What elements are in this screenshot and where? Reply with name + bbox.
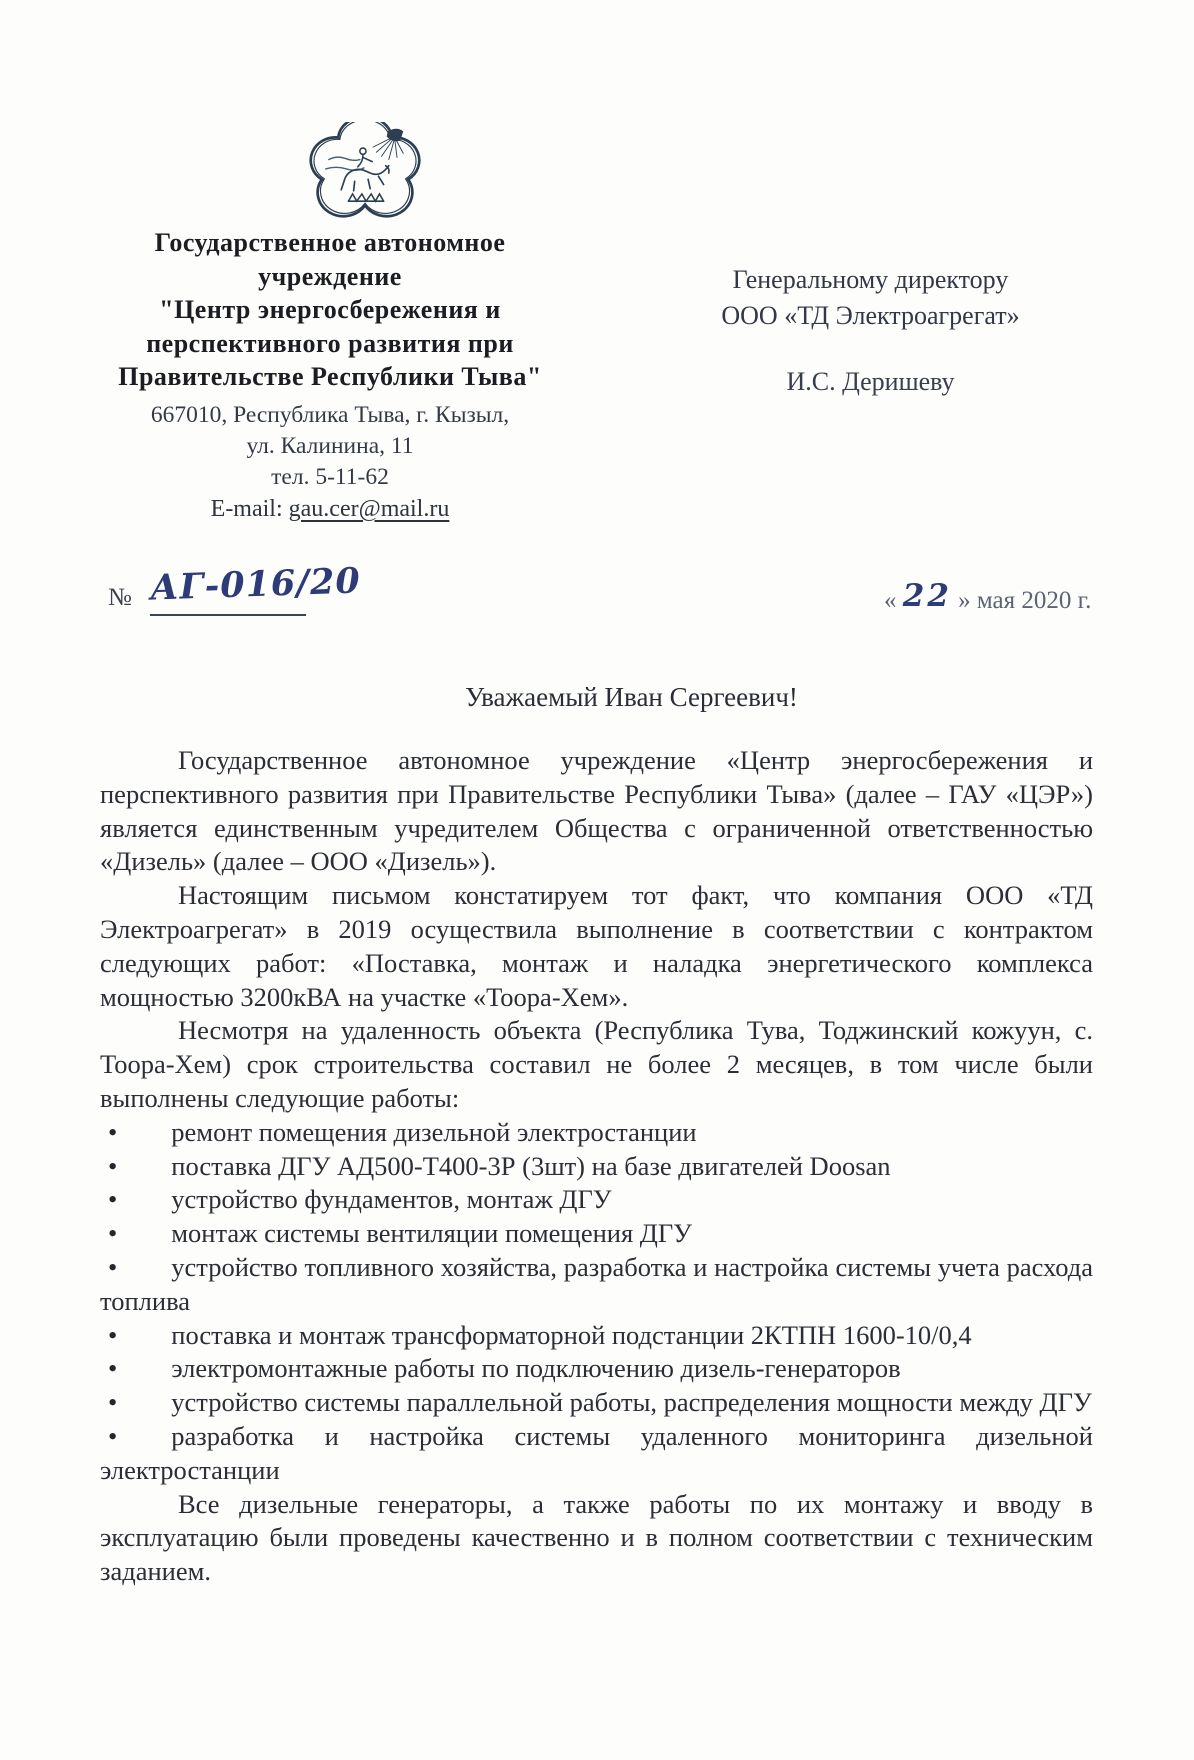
email-address: gau.cer@mail.ru bbox=[288, 495, 450, 522]
org-name-line: Государственное автономное bbox=[154, 228, 506, 257]
org-name-line: учреждение bbox=[258, 261, 402, 291]
bullet-icon: • bbox=[108, 1184, 118, 1215]
recipient-company: ООО «ТД Электроагрегат» bbox=[721, 301, 1020, 330]
date-open-quote: « bbox=[884, 587, 897, 614]
bullet-icon: • bbox=[108, 1387, 118, 1418]
letter-body bbox=[100, 744, 1093, 1589]
bullet-icon: • bbox=[108, 1150, 118, 1181]
work-list-item: • устройство системы параллельной работы, распределения мощности между ДГУ bbox=[108, 1387, 1092, 1418]
work-list-item: • разработка и настройка системы удаленного мониторинга дизельной электростанции bbox=[100, 1420, 1093, 1485]
handwritten-number: АГ-016/20 bbox=[149, 560, 362, 609]
body-paragraph: Несмотря на удаленность объекта (Республика Тува, Тоджинский кожуун, с. Тоора-Хем) срок строительства составил не более 2 месяцев, в том числе были выполнены следующие работы: bbox=[100, 1015, 1093, 1113]
bullet-icon: • bbox=[108, 1420, 118, 1451]
bullet-icon: • bbox=[108, 1251, 118, 1282]
reference-line bbox=[0, 560, 1194, 630]
number-sign: № bbox=[108, 584, 132, 611]
letter-date bbox=[884, 580, 1091, 616]
address-line: ул. Калинина, 11 bbox=[246, 432, 414, 459]
recipient-title: Генеральному директору bbox=[732, 265, 1009, 294]
body-paragraph: Настоящим письмом констатируем тот факт, что компания ООО «ТД Электроагрегат» в 2019 осуществила выполнение в соответствии с контрактом следующих работ: «Поставка, монтаж и наладка энергетического комплекса мощностью 3200кВА на участке «Тоора-Хем». bbox=[100, 880, 1093, 1012]
bullet-icon: • bbox=[108, 1353, 118, 1384]
recipient-name: И.С. Деришеву bbox=[786, 367, 955, 396]
bullet-icon: • bbox=[108, 1218, 118, 1249]
sender-block bbox=[95, 226, 565, 525]
work-list-item: • устройство топливного хозяйства, разработка и настройка системы учета расхода топлива bbox=[100, 1251, 1093, 1316]
email-label: E-mail: bbox=[210, 495, 289, 522]
work-list-item: • электромонтажные работы по подключению дизель-генераторов bbox=[108, 1353, 901, 1384]
org-name-line: перспективного развития при bbox=[146, 328, 514, 358]
org-name-line: "Центр энергосбережения и bbox=[159, 295, 501, 324]
recipient-block bbox=[698, 262, 1043, 400]
email-line bbox=[95, 493, 565, 525]
work-list-item: • поставка и монтаж трансформаторной подстанции 2КТПН 1600-10/0,4 bbox=[108, 1319, 972, 1350]
bullet-icon: • bbox=[108, 1319, 118, 1350]
body-paragraph: Государственное автономное учреждение «Центр энергосбережения и перспективного развития при Правительстве Республики Тыва» (далее – ГАУ «ЦЭР») является единственным учредителем Общества с ограниченной ответственностью «Дизель» (далее – ООО «Дизель»). bbox=[100, 745, 1093, 877]
bullet-icon: • bbox=[108, 1116, 118, 1147]
date-rest: » мая 2020 г. bbox=[958, 587, 1092, 614]
tyva-emblem-horseman-icon bbox=[303, 122, 427, 221]
phone-line: тел. 5-11-62 bbox=[271, 463, 389, 490]
work-list-item: • поставка ДГУ АД500-Т400-3Р (3шт) на базе двигателей Doosan bbox=[108, 1150, 891, 1181]
sender-address bbox=[95, 400, 565, 525]
handwritten-day: 22 bbox=[902, 578, 952, 614]
outgoing-number bbox=[149, 560, 362, 616]
salutation: Уважаемый Иван Сергеевич! bbox=[465, 682, 798, 712]
address-line: 667010, Республика Тыва, г. Кызыл, bbox=[150, 401, 510, 428]
work-list-item: • ремонт помещения дизельной электростанции bbox=[108, 1116, 697, 1147]
closing-paragraph: Все дизельные генераторы, а также работы по их монтажу и вводу в эксплуатацию были проведены качественно и в полном соответствии с техническим заданием. bbox=[100, 1488, 1093, 1587]
work-list-item: • монтаж системы вентиляции помещения ДГУ bbox=[108, 1218, 692, 1249]
work-list-item: • устройство фундаментов, монтаж ДГУ bbox=[108, 1184, 612, 1215]
org-name-line: Правительстве Республики Тыва" bbox=[118, 362, 542, 391]
